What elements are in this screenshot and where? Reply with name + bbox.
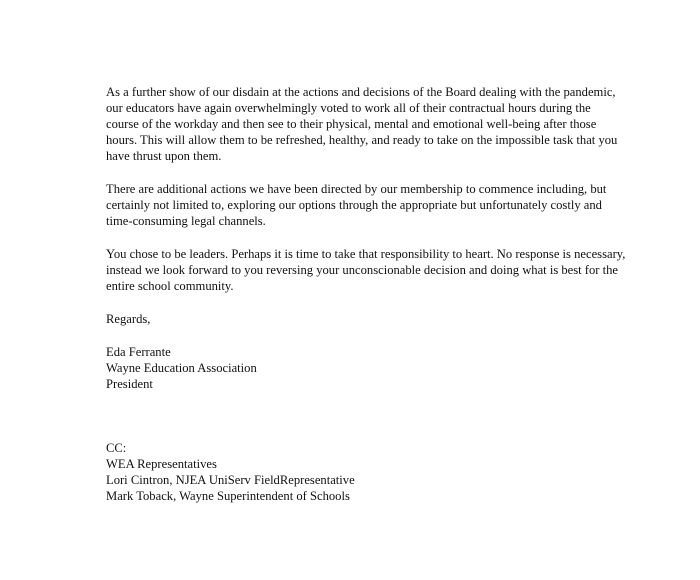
closing-salutation: Regards,	[106, 312, 151, 326]
signer-organization: Wayne Education Association	[106, 361, 257, 375]
paragraph-leaders: You chose to be leaders. Perhaps it is time to take that responsibility to heart. No response is necessary, instead we look forward to you reversing your unconscionable decision and doing what is best for the entire school community.	[106, 247, 626, 293]
letter-body	[106, 84, 626, 504]
cc-recipient: WEA Representatives	[106, 457, 217, 471]
paragraph-board-disdain: As a further show of our disdain at the actions and decisions of the Board dealing with the pandemic, our educators have again overwhelmingly voted to work all of their contractual hours during the course of the workday and then see to their physical, mental and emotional well-being after those hours. This will allow them to be refreshed, healthy, and ready to take on the impossible task that you have thrust upon them.	[106, 85, 618, 163]
paragraph-additional-actions: There are additional actions we have been directed by our membership to commence including, but certainly not limited to, exploring our options through the appropriate but unfortunately costly and time-consuming legal channels.	[106, 182, 607, 228]
cc-recipient: Mark Toback, Wayne Superintendent of Schools	[106, 489, 350, 503]
signer-name: Eda Ferrante	[106, 345, 171, 359]
signature-block	[106, 344, 626, 392]
cc-recipient: Lori Cintron, NJEA UniServ FieldRepresentative	[106, 473, 355, 487]
signer-title: President	[106, 377, 153, 391]
cc-label: CC:	[106, 441, 127, 455]
cc-block	[106, 440, 626, 504]
